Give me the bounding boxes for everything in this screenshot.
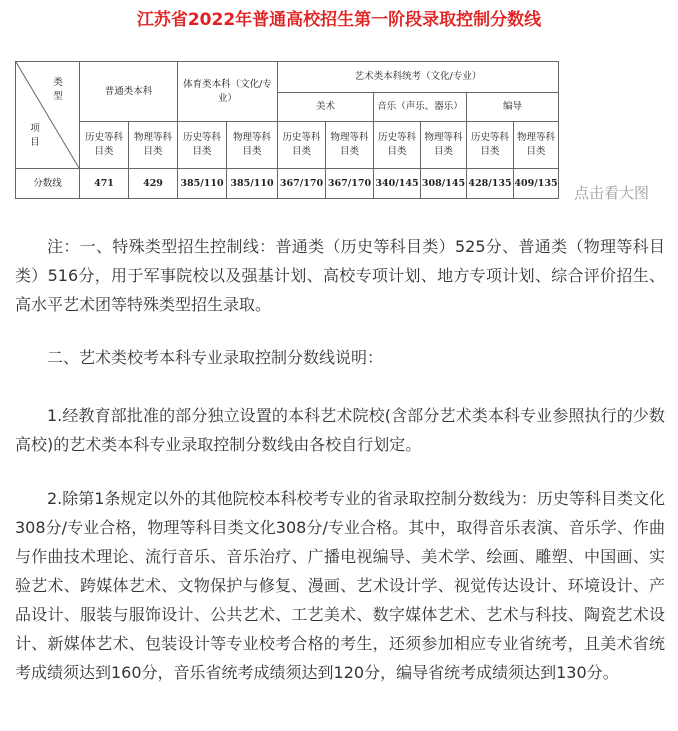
column-header: 物理等科目类 — [227, 122, 278, 169]
column-header: 历史等科目类 — [80, 122, 129, 169]
score-cell: 385/110 — [227, 169, 278, 199]
column-header: 物理等科目类 — [326, 122, 374, 169]
score-cell: 340/145 — [374, 169, 421, 199]
header-tiyu: 体育类本科（文化/专业） — [178, 62, 278, 122]
header-meishu: 美术 — [278, 93, 374, 122]
corner-item-label: 项目 — [30, 123, 40, 148]
score-table-image[interactable] — [15, 61, 559, 199]
score-cell: 308/145 — [421, 169, 467, 199]
column-header: 历史等科目类 — [278, 122, 326, 169]
diagonal-line-icon — [16, 62, 79, 168]
table-corner-cell — [16, 62, 80, 169]
score-cell: 409/135 — [514, 169, 559, 199]
note-paragraph-2: 二、艺术类校考本科专业录取控制分数线说明： — [47, 348, 384, 367]
row-label: 分数线 — [16, 169, 80, 199]
column-header: 物理等科目类 — [514, 122, 559, 169]
score-cell: 428/135 — [467, 169, 514, 199]
score-cell: 367/170 — [278, 169, 326, 199]
score-cell: 429 — [129, 169, 178, 199]
score-cell: 385/110 — [178, 169, 227, 199]
corner-type-label: 类型 — [53, 77, 63, 102]
column-header: 物理等科目类 — [129, 122, 178, 169]
note-paragraph-3: 1.经教育部批准的部分独立设置的本科艺术院校(含部分艺术类本科专业参照执行的少数高校)的艺术类本科专业录取控制分数线由各校自行划定。 — [15, 406, 665, 454]
header-putong: 普通类本科 — [80, 62, 178, 122]
column-header: 物理等科目类 — [421, 122, 467, 169]
column-header: 历史等科目类 — [467, 122, 514, 169]
note-paragraph-4: 2.除第1条规定以外的其他院校本科校考专业的省录取控制分数线为：历史等科目类文化308分/专业合格，物理等科目类文化308分/专业合格。其中，取得音乐表演、音乐学、作曲与作曲技术理论、流行音乐、音乐治疗、广播电视编导、美术学、绘画、雕塑、中国画、实验艺术、跨媒体艺术、文物保护与修复、漫画、艺术设计学、视觉传达设计、环境设计、产品设计、服装与服饰设计、公共艺术、工艺美术、数字媒体艺术、艺术与科技、陶瓷艺术设计、新媒体艺术、包装设计等专业校考合格的考生，还须参加相应专业省统考，且美术省统考成绩须达到160分，音乐省统考成绩须达到120分，编导省统考成绩须达到130分。 — [15, 489, 665, 682]
score-table — [15, 61, 559, 199]
score-cell: 367/170 — [326, 169, 374, 199]
score-cell: 471 — [80, 169, 129, 199]
column-header: 历史等科目类 — [178, 122, 227, 169]
note-paragraph-1: 注：一、特殊类型招生控制线：普通类（历史等科目类）525分、普通类（物理等科目类）516分，用于军事院校以及强基计划、高校专项计划、地方专项计划、综合评价招生、高水平艺术团等特殊类型招生录取。 — [15, 237, 665, 314]
column-header: 历史等科目类 — [374, 122, 421, 169]
page-title: 江苏省2022年普通高校招生第一阶段录取控制分数线 — [136, 10, 542, 30]
view-large-image-link[interactable]: 点击看大图 — [574, 184, 650, 202]
header-biandao: 编导 — [467, 93, 559, 122]
header-yishu: 艺术类本科统考（文化/专业） — [278, 62, 559, 93]
header-yinyue: 音乐（声乐、器乐） — [374, 93, 467, 122]
